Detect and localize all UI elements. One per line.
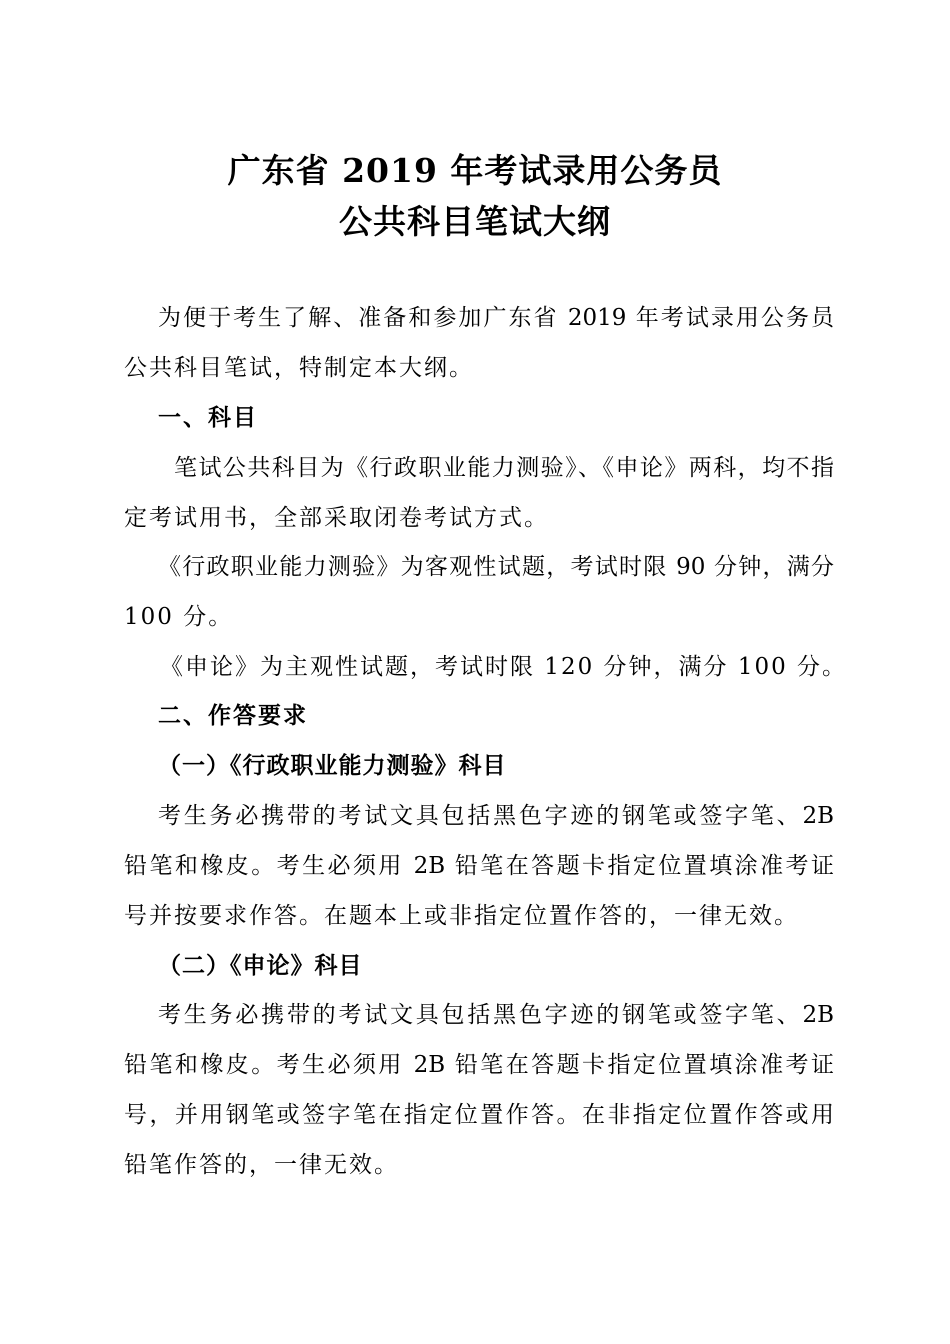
section2-sub2-line4: 铅笔作答的，一律无效。	[124, 1152, 399, 1178]
section1-p2-line1: 《行政职业能力测验》为客观性试题，考试时限 90 分钟，满分	[158, 554, 834, 580]
document-title-line1: 广东省 2019 年考试录用公务员	[227, 151, 723, 190]
section2-sub1-heading: （一）《行政职业能力测验》科目	[158, 752, 507, 779]
section2-sub2-line1: 考生务必携带的考试文具包括黑色字迹的钢笔或签字笔、2B	[158, 1002, 834, 1028]
section1-p2-line2: 100 分。	[124, 604, 234, 630]
section2-sub1-line2: 铅笔和橡皮。考生必须用 2B 铅笔在答题卡指定位置填涂准考证	[124, 853, 834, 879]
section2-sub1-line3: 号并按要求作答。在题本上或非指定位置作答的，一律无效。	[124, 903, 799, 929]
section1-heading: 一、科目	[158, 404, 258, 431]
section1-p1-line1: 笔试公共科目为《行政职业能力测验》、《申论》两科，均不指	[174, 455, 834, 481]
document-title-line2: 公共科目笔试大纲	[339, 202, 611, 241]
section2-sub1-line1: 考生务必携带的考试文具包括黑色字迹的钢笔或签字笔、2B	[158, 803, 834, 829]
section2-sub2-line3: 号，并用钢笔或签字笔在指定位置作答。在非指定位置作答或用	[124, 1102, 834, 1128]
section2-heading: 二、作答要求	[158, 702, 308, 729]
section1-p1-line2: 定考试用书，全部采取闭卷考试方式。	[124, 505, 549, 531]
intro-line1: 为便于考生了解、准备和参加广东省 2019 年考试录用公务员	[158, 305, 834, 331]
section2-sub2-line2: 铅笔和橡皮。考生必须用 2B 铅笔在答题卡指定位置填涂准考证	[124, 1052, 834, 1078]
section1-p3-line1: 《申论》为主观性试题，考试时限 120 分钟，满分 100 分。	[160, 654, 848, 680]
section2-sub2-heading: （二）《申论》科目	[158, 952, 363, 979]
intro-line2: 公共科目笔试，特制定本大纲。	[124, 355, 474, 381]
